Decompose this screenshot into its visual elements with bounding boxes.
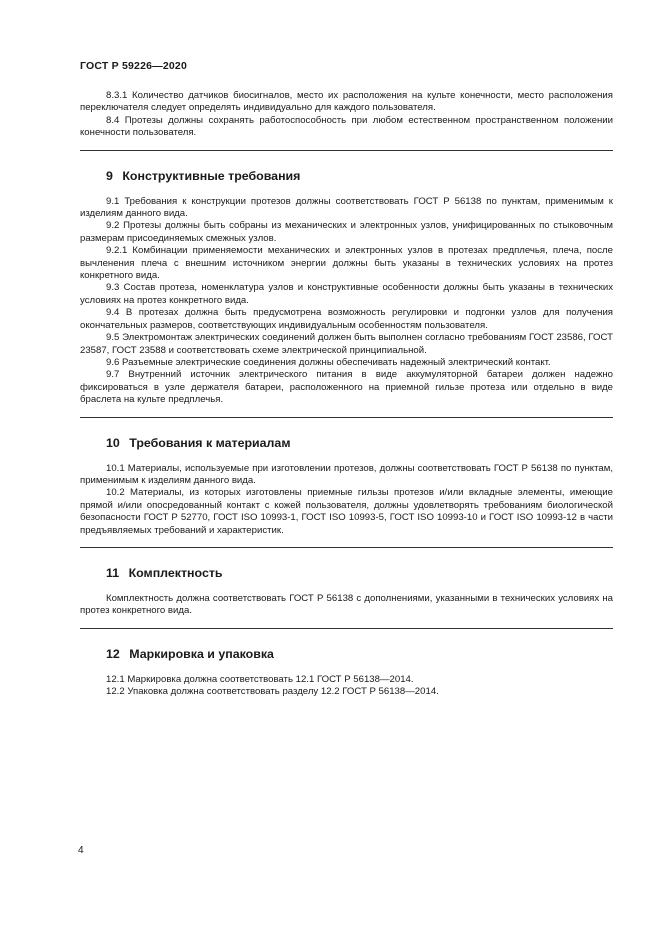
page-content [80,90,613,699]
section-number: 11 [106,565,120,580]
intro-block [80,90,613,151]
section-12 [80,647,613,699]
section-divider [80,150,613,151]
section-title: Маркировка и упаковка [129,646,274,661]
paragraph: 10.1 Материалы, используемые при изготовлении протезов, должны соответствовать ГОСТ Р 56138 по пунктам, применимым к изделиям данного вида. [80,462,613,486]
paragraph: 9.2.1 Комбинации применяемости механических и электронных узлов в протезах предплечья, плеча, после вычленения плеча с внешним источником энергии должны быть указаны в технических условиях на протез конкретного вида. [80,245,613,282]
section-divider [80,628,613,629]
section-divider [80,417,613,418]
paragraph: 9.5 Электромонтаж электрических соединений должен быть выполнен согласно требованиям ГОСТ 23586, ГОСТ 23587, ГОСТ 23588 и соответствовать схеме электрической принципиальной. [80,332,613,356]
section-11 [80,566,613,629]
section-number: 9 [106,168,113,183]
section-heading [80,647,613,662]
section-number: 12 [106,646,120,661]
document-code: ГОСТ Р 59226—2020 [80,60,188,72]
paragraph: 12.1 Маркировка должна соответствовать 12.1 ГОСТ Р 56138—2014. [106,673,414,685]
section-9 [80,169,613,418]
paragraph: 9.6 Разъемные электрические соединения должны обеспечивать надежный электрический контакт. [106,356,551,368]
paragraph: 9.1 Требования к конструкции протезов должны соответствовать ГОСТ Р 56138 по пунктам, применимым к изделиям данного вида. [80,195,613,220]
section-title: Конструктивные требования [122,168,301,183]
paragraph: 8.3.1 Количество датчиков биосигналов, место их расположения на культе конечности, место расположения переключателя следует определять индивидуально для каждого пользователя. [80,90,613,114]
section-number: 10 [106,435,120,450]
paragraph: 9.7 Внутренний источник электрического питания в виде аккумуляторной батареи должен надежно фиксироваться в узле держателя батареи, расположенного на приемной гильзе протеза или отдельно в виде браслета на культе предплечья. [80,369,613,406]
section-heading [80,566,613,581]
section-divider [80,547,613,548]
section-heading [80,436,613,451]
paragraph: 9.4 В протезах должна быть предусмотрена возможность регулировки и подгонки узлов для получения окончательных размеров, соответствующих индивидуальным особенностям пользователя. [80,307,613,331]
paragraph: 12.2 Упаковка должна соответствовать разделу 12.2 ГОСТ Р 56138—2014. [106,686,439,698]
paragraph: 9.3 Состав протеза, номенклатура узлов и конструктивные особенности должны быть указаны в технических условиях на протез конкретного вида. [80,282,613,306]
section-heading [80,169,613,184]
paragraph: 10.2 Материалы, из которых изготовлены приемные гильзы протезов и/или вкладные элементы, имеющие прямой и/или опосредованный контакт с кожей пользователя, должны удовлетворять требованиям биологической безопасности ГОСТ Р 52770, ГОСТ ISO 10993-1, ГОСТ ISO 10993-5, ГОСТ ISO 10993-10 и ГОСТ ISO 10993-12 в части предъявляемых требований и характеристик. [80,487,613,536]
section-10 [80,436,613,548]
section-title: Требования к материалам [129,435,291,450]
paragraph: 9.2 Протезы должны быть собраны из механических и электронных узлов, унифицированных по стыковочным размерам присоединяемых смежных узлов. [80,220,613,244]
section-title: Комплектность [128,565,223,580]
page-number: 4 [78,845,84,856]
paragraph: Комплектность должна соответствовать ГОСТ Р 56138 с дополнениями, указанными в технических условиях на протез конкретного вида. [80,592,613,617]
paragraph: 8.4 Протезы должны сохранять работоспособность при любом естественном пространственном положении конечности пользователя. [80,114,613,139]
